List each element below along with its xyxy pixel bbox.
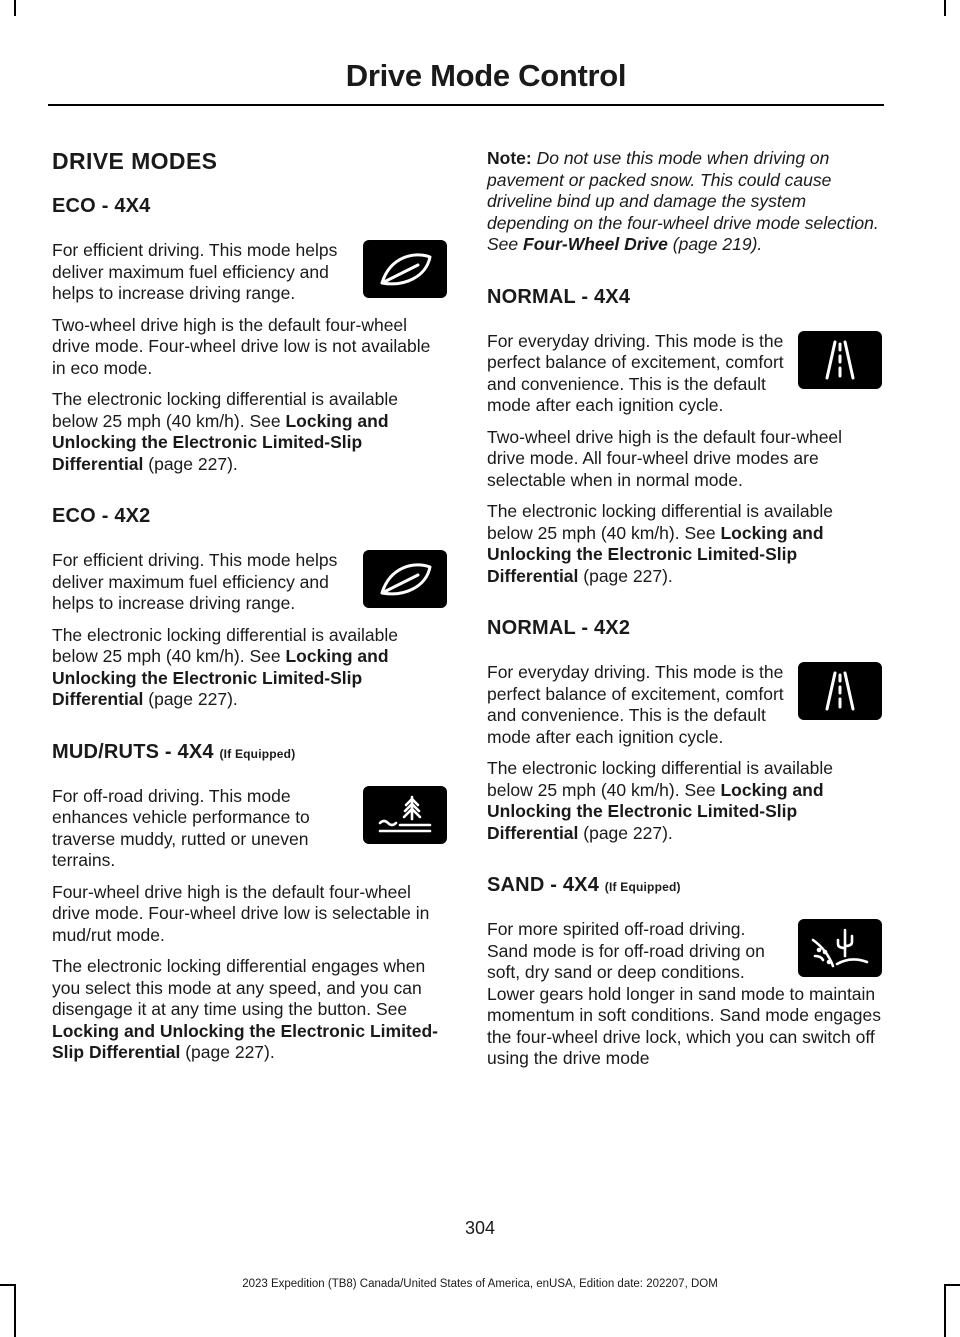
sand-cactus-icon: [798, 919, 882, 977]
eco-leaf-icon: [363, 550, 447, 608]
cross-reference-link[interactable]: Four-Wheel Drive: [523, 234, 668, 254]
right-column: [487, 140, 882, 1100]
crop-mark-top-left: [14, 0, 16, 16]
text: The electronic locking differential is available below 25 mph (40 km/h). See: [52, 624, 398, 666]
left-column: [52, 140, 447, 1094]
normal-road-icon: [798, 662, 882, 720]
section-normal-4x2: [487, 617, 882, 844]
section-eco-4x4: [52, 195, 447, 475]
crop-mark-bottom-left: [14, 1284, 16, 1337]
section-paragraph: [487, 501, 882, 587]
doc-title: DRIVE MODES: [52, 148, 218, 174]
note-block: [487, 148, 882, 256]
section-intro: For everyday driving. This mode is the perfect balance of excitement, comfort and convenience. This is the default mode after each ignition cycle.: [487, 662, 784, 747]
section-paragraph: Two-wheel drive high is the default four-wheel drive mode. Four-wheel drive low is not available in eco mode.: [52, 314, 431, 378]
note-label: Note:: [487, 148, 532, 168]
page-footer: 2023 Expedition (TB8) Canada/United States of America, enUSA, Edition date: 202207, DOM: [242, 1278, 718, 1290]
section-heading: NORMAL - 4X4: [487, 285, 631, 308]
section-heading: [487, 874, 882, 897]
section-paragraph: [52, 389, 447, 475]
crop-mark-top-right: [944, 0, 946, 16]
section-paragraph: [52, 956, 447, 1064]
page-number: 304: [464, 1218, 496, 1238]
page-reference: (page 227).: [578, 565, 673, 586]
section-normal-4x4: [487, 286, 882, 588]
note-paragraph: [487, 148, 882, 256]
section-intro: For more spirited off-road driving. Sand mode is for off-road driving on soft, dry sand or deep conditions. Lower gears hold longer in sand mode to maintain momentum in soft conditions. Sand mode engages the four-wheel drive lock, which you can switch off using the drive mode: [487, 919, 881, 1068]
text: The electronic locking differential engages when you select this mode at any speed, and you can disengage it at any time using the button. See: [52, 956, 426, 1019]
page-reference: (page 227).: [578, 822, 673, 843]
text: The electronic locking differential is available below 25 mph (40 km/h). See: [487, 501, 833, 543]
heading-text: SAND - 4X4: [487, 874, 600, 896]
heading-text: MUD/RUTS - 4X4: [52, 740, 214, 763]
cross-reference-link[interactable]: Locking and Unlocking the Electronic Limited-Slip Differential: [52, 1020, 439, 1062]
header-rule: [48, 104, 884, 106]
normal-road-icon: [798, 331, 882, 389]
section-sand-4x4: [487, 874, 882, 1070]
section-intro: For everyday driving. This mode is the perfect balance of excitement, comfort and convenience. This is the default mode after each ignition cycle.: [487, 330, 784, 415]
text: The electronic locking differential is available below 25 mph (40 km/h). See: [487, 758, 833, 800]
section-paragraph: Two-wheel drive high is the default four-wheel drive mode. All four-wheel drive modes are selectable when in normal mode.: [487, 426, 843, 490]
section-paragraph: Four-wheel drive high is the default four-wheel drive mode. Four-wheel drive low is selectable in mud/rut mode.: [52, 881, 430, 945]
text: The electronic locking differential is available below 25 mph (40 km/h). See: [52, 389, 398, 431]
page-reference: (page 227).: [143, 453, 238, 474]
section-heading: ECO - 4X4: [52, 195, 151, 217]
crop-mark-bottom-right: [944, 1284, 946, 1337]
section-heading: [52, 741, 447, 764]
if-equipped-label: (If Equipped): [219, 746, 296, 761]
page-header-title: Drive Mode Control: [345, 58, 627, 93]
mud-ruts-icon: [363, 786, 447, 844]
section-eco-4x2: [52, 505, 447, 711]
section-intro: For off-road driving. This mode enhances vehicle performance to traverse muddy, rutted or uneven terrains.: [52, 785, 310, 870]
cross-reference-link[interactable]: Locking and Unlocking the Electronic Limited-Slip Differential: [487, 779, 824, 843]
if-equipped-label: (If Equipped): [604, 880, 681, 894]
section-intro: For efficient driving. This mode helps deliver maximum fuel efficiency and helps to increase driving range.: [52, 240, 338, 303]
section-paragraph: [52, 625, 447, 711]
section-paragraph: [487, 758, 882, 844]
section-mud-ruts-4x4: [52, 741, 447, 1064]
cross-reference-link[interactable]: Locking and Unlocking the Electronic Limited-Slip Differential: [487, 522, 824, 586]
page-reference: (page 227).: [143, 689, 238, 709]
cross-reference-link[interactable]: Locking and Unlocking the Electronic Limited-Slip Differential: [52, 646, 389, 709]
section-heading: ECO - 4X2: [52, 505, 151, 527]
eco-leaf-icon: [363, 240, 447, 298]
note-text: Do not use this mode when driving on pavement or packed snow. This could cause driveline bind up and damage the system depending on the four-wheel drive mode selection. See: [487, 148, 879, 254]
section-intro: For efficient driving. This mode helps deliver maximum fuel efficiency and helps to increase driving range.: [52, 550, 338, 613]
cross-reference-link[interactable]: Locking and Unlocking the Electronic Limited-Slip Differential: [52, 410, 389, 474]
page-reference: (page 219).: [667, 234, 763, 254]
section-heading: NORMAL - 4X2: [487, 617, 631, 639]
page-reference: (page 227).: [180, 1042, 275, 1062]
